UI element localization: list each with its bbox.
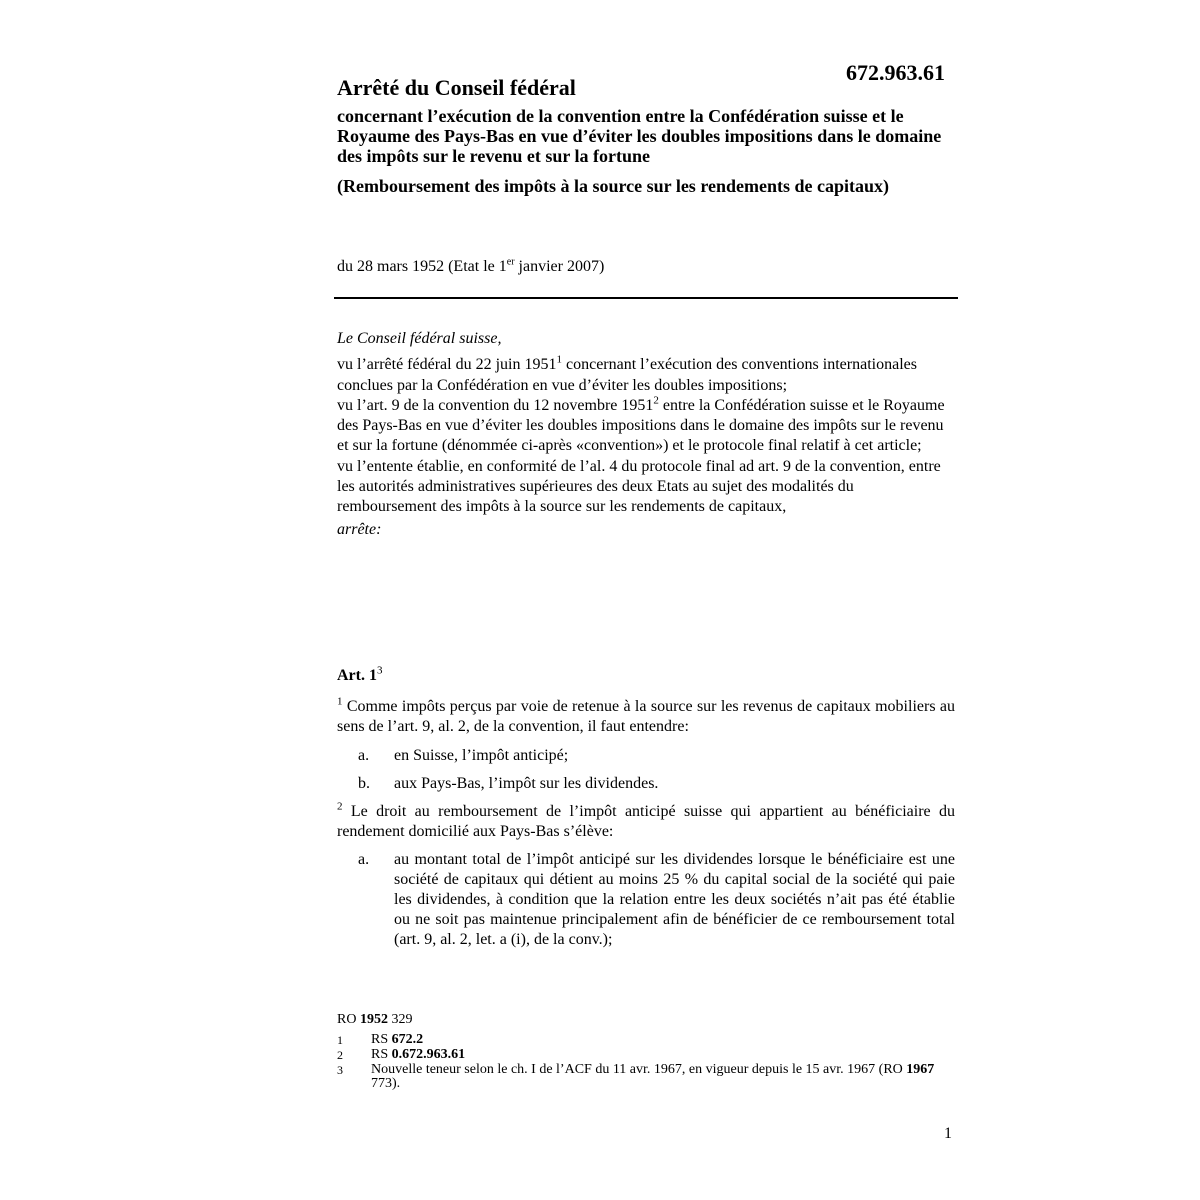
document-title: Arrêté du Conseil fédéral — [337, 75, 576, 100]
footnote-ref-2[interactable]: 2 — [653, 394, 659, 407]
footnote-prefix: RS — [371, 1032, 392, 1047]
document-subtitle-2: (Remboursement des impôts à la source sur les rendements de capitaux) — [337, 176, 889, 196]
document-subtitle: concernant l’exécution de la convention entre la Confédération suisse et le Royaume des Pays-Bas en vue d’éviter les doubles impositions dans le domaine des impôts sur le revenu et sur la fortune — [337, 106, 942, 166]
footnote-ref-1[interactable]: 1 — [556, 353, 562, 366]
preamble-paragraph-1 — [337, 355, 957, 396]
paragraph-2-text: Le droit au remboursement de l’impôt anticipé suisse qui appartient au bénéficiaire du rendement domicilié aux Pays-Bas s’élève: — [337, 803, 955, 840]
paragraph-number-1: 1 — [337, 695, 343, 708]
footnote-prefix: Nouvelle teneur selon le ch. I de l’ACF du 11 avr. 1967, en vigueur depuis le 15 avr. 1967 (RO — [371, 1062, 907, 1077]
rs-number: 672.963.61 — [846, 60, 945, 85]
preamble-p2-a: vu l’art. 9 de la convention du 12 novembre 1951 — [337, 396, 654, 414]
footnote-number: 3 — [337, 1063, 343, 1077]
list-item-text: au montant total de l’impôt anticipé sur les dividendes lorsque le bénéficiaire est une société de capitaux qui détient au moins 25 % du capital social de la société qui paie les dividendes, à condition que la relation entre les deux sociétés n’ait pas été établie ou ne soit pas maintenue principalement afin de bénéficier de ce remboursement total (art. 9, al. 2, let. a (i), de la conv.); — [394, 851, 955, 948]
list-item-label: b. — [358, 775, 370, 792]
list-item — [358, 746, 955, 766]
date-suffix: janvier 2007) — [514, 258, 605, 275]
date-superscript: er — [506, 256, 515, 268]
footnote-bold: 0.672.963.61 — [391, 1047, 466, 1062]
article-heading — [337, 664, 383, 685]
preamble-intro: Le Conseil fédéral suisse, — [337, 330, 502, 347]
preamble — [337, 329, 957, 540]
preamble-p1-a: vu l’arrêté fédéral du 22 juin 1951 — [337, 356, 557, 374]
list-item-text: aux Pays-Bas, l’impôt sur les dividendes. — [394, 775, 659, 792]
list-item-label: a. — [358, 747, 370, 764]
list-item-label: a. — [358, 851, 370, 868]
footnote-number: 1 — [337, 1033, 343, 1047]
preamble-p2-b: entre la Confédération suisse et le Royaume des Pays-Bas en vue d’éviter les doubles impositions dans le domaine des impôts sur le revenu et sur la fortune (dénommée ci-après «convention») et le protocole final relatif à cet article; — [337, 396, 945, 455]
paragraph-1-text: Comme impôts perçus par voie de retenue à la source sur les revenus de capitaux mobiliers au sens de l’art. 9, al. 2, de la convention, il faut entendre: — [337, 698, 955, 735]
date-prefix: du 28 mars 1952 (Etat le 1 — [337, 258, 507, 275]
footnote-ref-3[interactable]: 3 — [376, 664, 383, 677]
preamble-decree: arrête: — [337, 520, 382, 538]
preamble-paragraph-3: vu l’entente établie, en conformité de l’al. 4 du protocole final ad art. 9 de la convention, entre les autorités administratives supérieures des deux Etats au sujet des modalités du remboursement des impôts à la source sur les rendements de capitaux, — [337, 457, 941, 516]
footnote — [337, 1048, 957, 1062]
footnote-rest: 773). — [371, 1076, 401, 1091]
footnote-ro — [337, 1013, 412, 1027]
preamble-p1-b: concernant l’exécution des conventions internationales conclues par la Confédération en vue d’éviter les doubles impositions; — [337, 356, 917, 394]
ro-page: 329 — [387, 1012, 413, 1027]
footnote-number: 2 — [337, 1048, 343, 1062]
footnote — [337, 1033, 957, 1047]
header-divider — [334, 297, 958, 299]
page-number: 1 — [944, 1125, 952, 1142]
list-item — [358, 774, 955, 794]
document-date — [337, 258, 604, 276]
preamble-paragraph-2 — [337, 396, 957, 457]
footnote-bold: 1967 — [906, 1062, 935, 1077]
article-heading-text: Art. 1 — [337, 667, 377, 684]
ro-year: 1952 — [359, 1012, 388, 1027]
footnote-prefix: RS — [371, 1047, 392, 1062]
article-paragraph-2 — [337, 802, 955, 842]
list-item — [358, 850, 955, 950]
paragraph-number-2: 2 — [337, 800, 343, 813]
footnote — [337, 1063, 957, 1091]
list-item-text: en Suisse, l’impôt anticipé; — [394, 747, 569, 764]
article-paragraph-1 — [337, 697, 955, 737]
ro-prefix: RO — [337, 1012, 360, 1027]
footnote-bold: 672.2 — [391, 1032, 424, 1047]
